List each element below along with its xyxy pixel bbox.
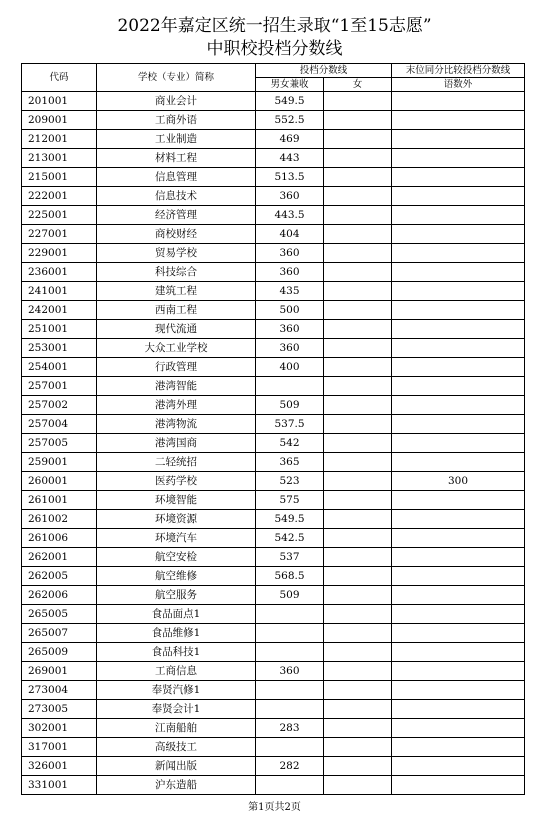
table-row — [22, 206, 525, 225]
document-title-line2: 中职校投档分数线 — [206, 39, 343, 59]
cell-code: 262001 — [22, 548, 97, 567]
cell-female — [324, 282, 392, 301]
table-row — [22, 377, 525, 396]
table-row — [22, 643, 525, 662]
cell-score: 542.5 — [256, 529, 324, 548]
cell-tiebreak — [392, 339, 525, 358]
cell-tiebreak — [392, 586, 525, 605]
header-foreign-lang: 语数外 — [392, 78, 525, 92]
cell-score: 509 — [256, 586, 324, 605]
cell-school: 二轻统招 — [97, 453, 256, 472]
table-row — [22, 548, 525, 567]
cell-female — [324, 776, 392, 795]
table-row — [22, 244, 525, 263]
cell-tiebreak — [392, 358, 525, 377]
cell-female — [324, 605, 392, 624]
cell-school: 贸易学校 — [97, 244, 256, 263]
table-row — [22, 92, 525, 111]
cell-school: 奉贤会计1 — [97, 700, 256, 719]
cell-school: 食品面点1 — [97, 605, 256, 624]
table-row — [22, 776, 525, 795]
cell-female — [324, 738, 392, 757]
cell-score: 523 — [256, 472, 324, 491]
cell-tiebreak — [392, 529, 525, 548]
cell-female — [324, 529, 392, 548]
cell-tiebreak — [392, 415, 525, 434]
cell-tiebreak — [392, 130, 525, 149]
cell-school: 食品维修1 — [97, 624, 256, 643]
cell-tiebreak — [392, 206, 525, 225]
table-row — [22, 130, 525, 149]
cell-school: 大众工业学校 — [97, 339, 256, 358]
cell-score: 549.5 — [256, 92, 324, 111]
cell-female — [324, 339, 392, 358]
cell-code: 261001 — [22, 491, 97, 510]
cell-female — [324, 396, 392, 415]
table-row — [22, 624, 525, 643]
table-row — [22, 396, 525, 415]
table-row — [22, 491, 525, 510]
cell-score: 513.5 — [256, 168, 324, 187]
cell-school: 工商外语 — [97, 111, 256, 130]
cell-code: 225001 — [22, 206, 97, 225]
cell-code: 254001 — [22, 358, 97, 377]
cell-school: 材料工程 — [97, 149, 256, 168]
cell-score — [256, 605, 324, 624]
cell-tiebreak — [392, 681, 525, 700]
table-row — [22, 472, 525, 491]
cell-score — [256, 643, 324, 662]
cell-female — [324, 510, 392, 529]
cell-school: 航空维修 — [97, 567, 256, 586]
cell-female — [324, 548, 392, 567]
cell-tiebreak — [392, 757, 525, 776]
cell-tiebreak — [392, 700, 525, 719]
cell-tiebreak — [392, 111, 525, 130]
cell-school: 环境智能 — [97, 491, 256, 510]
table-row — [22, 719, 525, 738]
cell-female — [324, 92, 392, 111]
cell-code: 260001 — [22, 472, 97, 491]
cell-score — [256, 700, 324, 719]
table-row — [22, 149, 525, 168]
cell-score — [256, 681, 324, 700]
cell-school: 港湾外理 — [97, 396, 256, 415]
cell-female — [324, 567, 392, 586]
header-male-female: 男女兼收 — [256, 78, 324, 92]
cell-score: 443.5 — [256, 206, 324, 225]
cell-code: 262006 — [22, 586, 97, 605]
cell-code: 265005 — [22, 605, 97, 624]
cell-code: 262005 — [22, 567, 97, 586]
cell-tiebreak — [392, 738, 525, 757]
cell-score — [256, 738, 324, 757]
cell-score: 360 — [256, 244, 324, 263]
cell-tiebreak — [392, 168, 525, 187]
cell-tiebreak — [392, 434, 525, 453]
cell-tiebreak — [392, 643, 525, 662]
cell-code: 257004 — [22, 415, 97, 434]
cell-school: 环境资源 — [97, 510, 256, 529]
table-row — [22, 738, 525, 757]
cell-school: 商业会计 — [97, 92, 256, 111]
cell-tiebreak — [392, 225, 525, 244]
cell-code: 265007 — [22, 624, 97, 643]
cell-code: 331001 — [22, 776, 97, 795]
cell-female — [324, 301, 392, 320]
cell-tiebreak — [392, 244, 525, 263]
cell-score: 283 — [256, 719, 324, 738]
cell-school: 商校财经 — [97, 225, 256, 244]
header-score-group: 投档分数线 — [256, 64, 392, 78]
cell-code: 241001 — [22, 282, 97, 301]
cell-female — [324, 624, 392, 643]
table-row — [22, 700, 525, 719]
cell-code: 261002 — [22, 510, 97, 529]
cell-school: 行政管理 — [97, 358, 256, 377]
cell-tiebreak — [392, 453, 525, 472]
cell-tiebreak — [392, 776, 525, 795]
cell-code: 257002 — [22, 396, 97, 415]
cell-score: 360 — [256, 339, 324, 358]
cell-code: 253001 — [22, 339, 97, 358]
cell-code: 222001 — [22, 187, 97, 206]
cell-school: 高级技工 — [97, 738, 256, 757]
table-row — [22, 681, 525, 700]
score-table — [21, 63, 525, 795]
cell-female — [324, 643, 392, 662]
header-row-1 — [22, 64, 525, 78]
cell-school: 环境汽车 — [97, 529, 256, 548]
cell-school: 建筑工程 — [97, 282, 256, 301]
cell-tiebreak — [392, 719, 525, 738]
cell-code: 251001 — [22, 320, 97, 339]
cell-female — [324, 263, 392, 282]
table-row — [22, 662, 525, 681]
cell-female — [324, 434, 392, 453]
cell-tiebreak — [392, 662, 525, 681]
cell-code: 317001 — [22, 738, 97, 757]
cell-score — [256, 377, 324, 396]
page-footer: 第1页共2页 — [248, 802, 301, 813]
table-row — [22, 434, 525, 453]
cell-score: 575 — [256, 491, 324, 510]
table-row — [22, 605, 525, 624]
cell-score — [256, 776, 324, 795]
table-row — [22, 111, 525, 130]
table-row — [22, 168, 525, 187]
cell-female — [324, 244, 392, 263]
cell-score: 400 — [256, 358, 324, 377]
cell-tiebreak — [392, 149, 525, 168]
cell-female — [324, 586, 392, 605]
cell-tiebreak — [392, 491, 525, 510]
cell-female — [324, 168, 392, 187]
table-row — [22, 358, 525, 377]
cell-female — [324, 111, 392, 130]
cell-score: 282 — [256, 757, 324, 776]
cell-score: 537 — [256, 548, 324, 567]
cell-tiebreak — [392, 377, 525, 396]
cell-score: 360 — [256, 263, 324, 282]
cell-female — [324, 206, 392, 225]
cell-code: 242001 — [22, 301, 97, 320]
cell-code: 265009 — [22, 643, 97, 662]
cell-female — [324, 472, 392, 491]
cell-school: 科技综合 — [97, 263, 256, 282]
cell-school: 港湾国商 — [97, 434, 256, 453]
cell-female — [324, 149, 392, 168]
cell-code: 227001 — [22, 225, 97, 244]
cell-score: 360 — [256, 662, 324, 681]
cell-tiebreak: 300 — [392, 472, 525, 491]
cell-score: 443 — [256, 149, 324, 168]
cell-tiebreak — [392, 320, 525, 339]
cell-code: 215001 — [22, 168, 97, 187]
cell-code: 257001 — [22, 377, 97, 396]
cell-school: 奉贤汽修1 — [97, 681, 256, 700]
header-tiebreak-group: 末位同分比较投档分数线 — [392, 64, 525, 78]
cell-school: 江南船舶 — [97, 719, 256, 738]
table-row — [22, 453, 525, 472]
cell-score: 549.5 — [256, 510, 324, 529]
cell-female — [324, 681, 392, 700]
header-code: 代码 — [22, 64, 97, 92]
cell-score: 435 — [256, 282, 324, 301]
cell-school: 经济管理 — [97, 206, 256, 225]
cell-score: 404 — [256, 225, 324, 244]
cell-tiebreak — [392, 282, 525, 301]
cell-school: 医药学校 — [97, 472, 256, 491]
table-row — [22, 187, 525, 206]
cell-school: 港湾智能 — [97, 377, 256, 396]
cell-tiebreak — [392, 396, 525, 415]
cell-code: 213001 — [22, 149, 97, 168]
cell-code: 273004 — [22, 681, 97, 700]
cell-female — [324, 757, 392, 776]
cell-female — [324, 491, 392, 510]
cell-female — [324, 662, 392, 681]
cell-score: 537.5 — [256, 415, 324, 434]
cell-school: 食品科技1 — [97, 643, 256, 662]
cell-score — [256, 624, 324, 643]
cell-tiebreak — [392, 263, 525, 282]
cell-code: 229001 — [22, 244, 97, 263]
cell-school: 西南工程 — [97, 301, 256, 320]
cell-tiebreak — [392, 301, 525, 320]
table-row — [22, 301, 525, 320]
cell-female — [324, 719, 392, 738]
cell-female — [324, 377, 392, 396]
cell-code: 273005 — [22, 700, 97, 719]
cell-school: 信息管理 — [97, 168, 256, 187]
cell-tiebreak — [392, 92, 525, 111]
document-title-line1: 2022年嘉定区统一招生录取“1至15志愿” — [117, 16, 432, 36]
cell-score: 509 — [256, 396, 324, 415]
table-row — [22, 510, 525, 529]
table-row — [22, 320, 525, 339]
cell-female — [324, 358, 392, 377]
cell-code: 257005 — [22, 434, 97, 453]
table-row — [22, 415, 525, 434]
cell-score: 360 — [256, 320, 324, 339]
cell-code: 269001 — [22, 662, 97, 681]
table-row — [22, 757, 525, 776]
cell-code: 326001 — [22, 757, 97, 776]
table-row — [22, 567, 525, 586]
cell-code: 259001 — [22, 453, 97, 472]
cell-score: 469 — [256, 130, 324, 149]
cell-female — [324, 130, 392, 149]
cell-score: 568.5 — [256, 567, 324, 586]
header-school: 学校（专业）简称 — [97, 64, 256, 92]
cell-tiebreak — [392, 605, 525, 624]
cell-tiebreak — [392, 624, 525, 643]
cell-school: 航空服务 — [97, 586, 256, 605]
cell-code: 236001 — [22, 263, 97, 282]
cell-female — [324, 700, 392, 719]
cell-female — [324, 225, 392, 244]
cell-tiebreak — [392, 567, 525, 586]
header-female: 女 — [324, 78, 392, 92]
cell-female — [324, 453, 392, 472]
table-row — [22, 282, 525, 301]
cell-code: 302001 — [22, 719, 97, 738]
cell-code: 201001 — [22, 92, 97, 111]
cell-score: 365 — [256, 453, 324, 472]
cell-school: 沪东造船 — [97, 776, 256, 795]
table-row — [22, 586, 525, 605]
cell-tiebreak — [392, 548, 525, 567]
cell-tiebreak — [392, 510, 525, 529]
table-row — [22, 339, 525, 358]
cell-school: 信息技术 — [97, 187, 256, 206]
cell-female — [324, 415, 392, 434]
table-row — [22, 225, 525, 244]
cell-score: 552.5 — [256, 111, 324, 130]
cell-female — [324, 187, 392, 206]
cell-code: 212001 — [22, 130, 97, 149]
cell-tiebreak — [392, 187, 525, 206]
cell-school: 工商信息 — [97, 662, 256, 681]
cell-school: 现代流通 — [97, 320, 256, 339]
cell-code: 261006 — [22, 529, 97, 548]
cell-female — [324, 320, 392, 339]
table-row — [22, 529, 525, 548]
cell-score: 500 — [256, 301, 324, 320]
cell-school: 航空安检 — [97, 548, 256, 567]
cell-score: 542 — [256, 434, 324, 453]
cell-score: 360 — [256, 187, 324, 206]
cell-school: 新闻出版 — [97, 757, 256, 776]
cell-code: 209001 — [22, 111, 97, 130]
cell-school: 工业制造 — [97, 130, 256, 149]
cell-school: 港湾物流 — [97, 415, 256, 434]
table-row — [22, 263, 525, 282]
